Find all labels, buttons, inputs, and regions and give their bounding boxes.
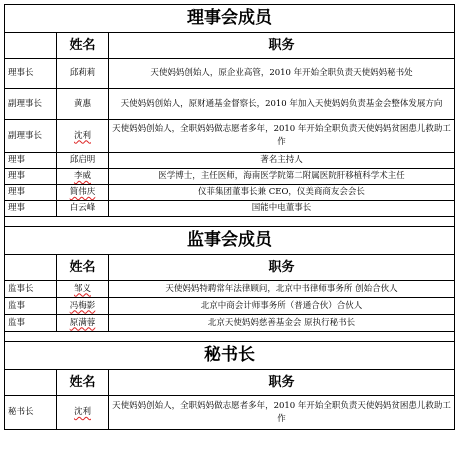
role-cell: 理事	[5, 201, 57, 217]
secretary-header-duty: 职务	[109, 370, 455, 396]
secretary-header-name: 姓名	[57, 370, 109, 396]
role-cell: 理事	[5, 169, 57, 185]
supervisors-title: 监事会成员	[5, 227, 455, 255]
role-cell: 理事长	[5, 59, 57, 89]
duty-cell: 天使妈妈创始人，原财通基金督察长，2010 年加入天使妈妈负责基金会整体发展方向	[109, 89, 455, 120]
role-cell: 秘书长	[5, 396, 57, 430]
duty-cell: 医学博士，主任医师，海南医学院第二附属医院肝移植科学术主任	[109, 169, 455, 185]
duty-cell: 北京天使妈妈慈善基金会 原执行秘书长	[109, 315, 455, 332]
name-cell: 沈利	[57, 120, 109, 153]
board-header-name: 姓名	[57, 33, 109, 59]
name-cell: 原满蓉	[57, 315, 109, 332]
name-cell: 简伟庆	[57, 185, 109, 201]
name-cell: 黄惠	[57, 89, 109, 120]
table-row	[5, 298, 455, 315]
supervisors-header-duty: 职务	[109, 255, 455, 281]
supervisors-header-row	[5, 255, 455, 281]
duty-cell: 天使妈妈创始人，全职妈妈做志愿者多年，2010 年开始全职负责天使妈妈贫困患儿救助工作	[109, 120, 455, 153]
table-row	[5, 396, 455, 430]
name-cell: 邱莉莉	[57, 59, 109, 89]
role-cell: 监事长	[5, 281, 57, 298]
section-spacer	[5, 332, 455, 342]
supervisors-header-name: 姓名	[57, 255, 109, 281]
secretary-title-row	[5, 342, 455, 370]
duty-cell: 天使妈妈创始人，原企业高管，2010 年开始全职负责天使妈妈秘书处	[109, 59, 455, 89]
table-row	[5, 169, 455, 185]
table-row	[5, 185, 455, 201]
role-cell: 理事	[5, 185, 57, 201]
name-cell: 邹义	[57, 281, 109, 298]
duty-cell: 天使妈妈特聘常年法律顾问，北京中书律师事务所 创始合伙人	[109, 281, 455, 298]
name-cell: 沈利	[57, 396, 109, 430]
duty-cell: 天使妈妈创始人，全职妈妈做志愿者多年，2010 年开始全职负责天使妈妈贫困患儿救助工作	[109, 396, 455, 430]
secretary-header-role	[5, 370, 57, 396]
name-cell: 白云峰	[57, 201, 109, 217]
board-header-duty: 职务	[109, 33, 455, 59]
table-row	[5, 59, 455, 89]
duty-cell: 国能中电董事长	[109, 201, 455, 217]
role-cell: 监事	[5, 298, 57, 315]
board-header-role	[5, 33, 57, 59]
duty-cell: 著名主持人	[109, 153, 455, 169]
duty-cell: 仪菲集团董事长兼 CEO，仪美商商友会会长	[109, 185, 455, 201]
name-cell: 邱启明	[57, 153, 109, 169]
supervisors-title-row	[5, 227, 455, 255]
supervisors-header-role	[5, 255, 57, 281]
role-cell: 监事	[5, 315, 57, 332]
section-spacer	[5, 217, 455, 227]
name-cell: 李威	[57, 169, 109, 185]
table-row	[5, 153, 455, 169]
role-cell: 副理事长	[5, 89, 57, 120]
board-title: 理事会成员	[5, 5, 455, 33]
secretary-header-row	[5, 370, 455, 396]
role-cell: 理事	[5, 153, 57, 169]
role-cell: 副理事长	[5, 120, 57, 153]
secretary-title: 秘书长	[5, 342, 455, 370]
table-row	[5, 120, 455, 153]
table-row	[5, 281, 455, 298]
members-document	[4, 4, 454, 430]
members-table	[4, 4, 455, 430]
board-title-row	[5, 5, 455, 33]
table-row	[5, 315, 455, 332]
name-cell: 冯梅影	[57, 298, 109, 315]
table-row	[5, 89, 455, 120]
board-header-row	[5, 33, 455, 59]
table-row	[5, 201, 455, 217]
duty-cell: 北京中商会计师事务所（普通合伙）合伙人	[109, 298, 455, 315]
